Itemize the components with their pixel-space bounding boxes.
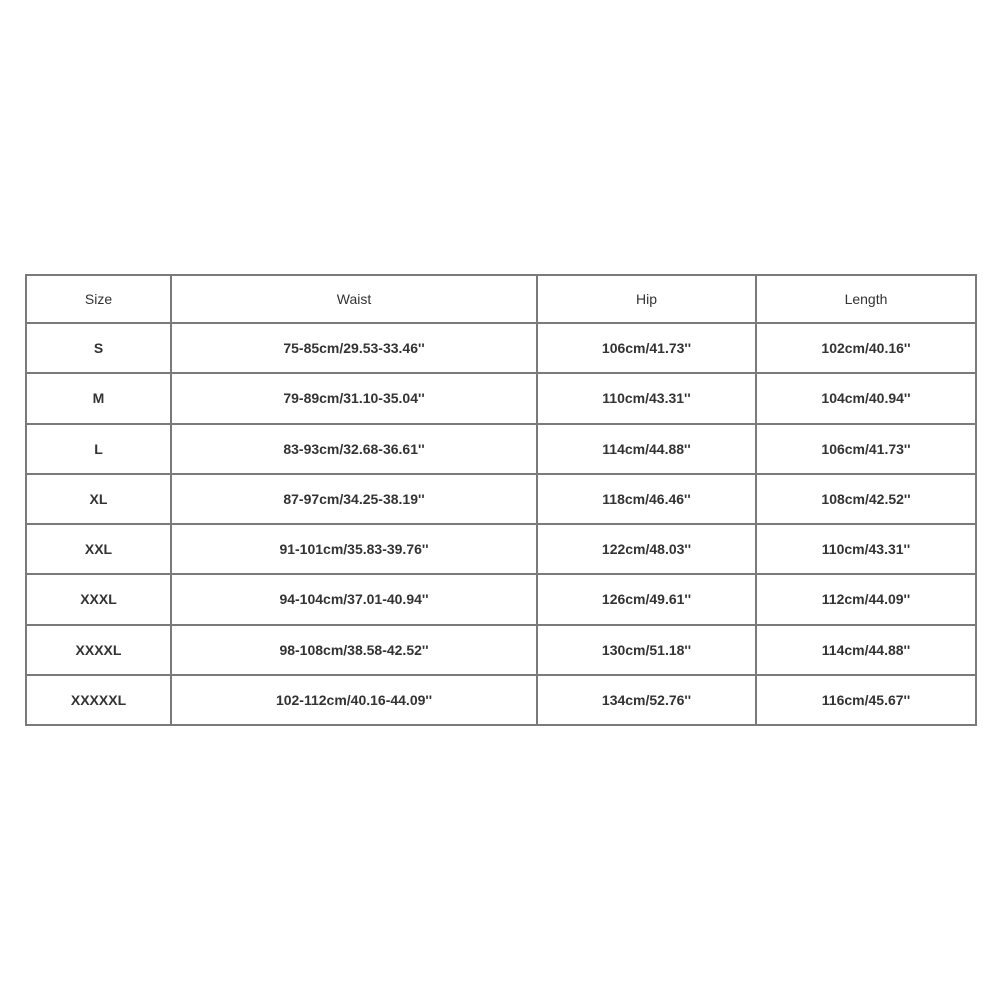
cell-waist: 87-97cm/34.25-38.19'' <box>171 474 537 524</box>
cell-waist: 91-101cm/35.83-39.76'' <box>171 524 537 574</box>
cell-waist: 75-85cm/29.53-33.46'' <box>171 323 537 373</box>
cell-hip: 134cm/52.76'' <box>537 675 756 725</box>
cell-size: XXL <box>26 524 171 574</box>
table-row <box>26 625 976 675</box>
header-length: Length <box>756 275 976 323</box>
cell-length: 112cm/44.09'' <box>756 574 976 624</box>
cell-waist: 102-112cm/40.16-44.09'' <box>171 675 537 725</box>
cell-waist: 94-104cm/37.01-40.94'' <box>171 574 537 624</box>
table-row <box>26 373 976 423</box>
cell-hip: 126cm/49.61'' <box>537 574 756 624</box>
table-row <box>26 474 976 524</box>
cell-waist: 83-93cm/32.68-36.61'' <box>171 424 537 474</box>
cell-size: L <box>26 424 171 474</box>
cell-length: 106cm/41.73'' <box>756 424 976 474</box>
cell-size: XL <box>26 474 171 524</box>
cell-hip: 114cm/44.88'' <box>537 424 756 474</box>
cell-size: XXXXXL <box>26 675 171 725</box>
cell-waist: 79-89cm/31.10-35.04'' <box>171 373 537 423</box>
cell-length: 108cm/42.52'' <box>756 474 976 524</box>
cell-hip: 118cm/46.46'' <box>537 474 756 524</box>
cell-waist: 98-108cm/38.58-42.52'' <box>171 625 537 675</box>
cell-length: 102cm/40.16'' <box>756 323 976 373</box>
header-hip: Hip <box>537 275 756 323</box>
table-row <box>26 524 976 574</box>
cell-size: XXXL <box>26 574 171 624</box>
cell-length: 104cm/40.94'' <box>756 373 976 423</box>
table-row <box>26 424 976 474</box>
table-row <box>26 574 976 624</box>
cell-size: S <box>26 323 171 373</box>
header-waist: Waist <box>171 275 537 323</box>
cell-size: XXXXL <box>26 625 171 675</box>
cell-hip: 130cm/51.18'' <box>537 625 756 675</box>
header-row <box>26 275 976 323</box>
cell-length: 116cm/45.67'' <box>756 675 976 725</box>
table-row <box>26 675 976 725</box>
cell-hip: 122cm/48.03'' <box>537 524 756 574</box>
cell-hip: 106cm/41.73'' <box>537 323 756 373</box>
cell-size: M <box>26 373 171 423</box>
cell-hip: 110cm/43.31'' <box>537 373 756 423</box>
header-size: Size <box>26 275 171 323</box>
size-chart-table <box>25 274 977 726</box>
table-row <box>26 323 976 373</box>
cell-length: 114cm/44.88'' <box>756 625 976 675</box>
cell-length: 110cm/43.31'' <box>756 524 976 574</box>
